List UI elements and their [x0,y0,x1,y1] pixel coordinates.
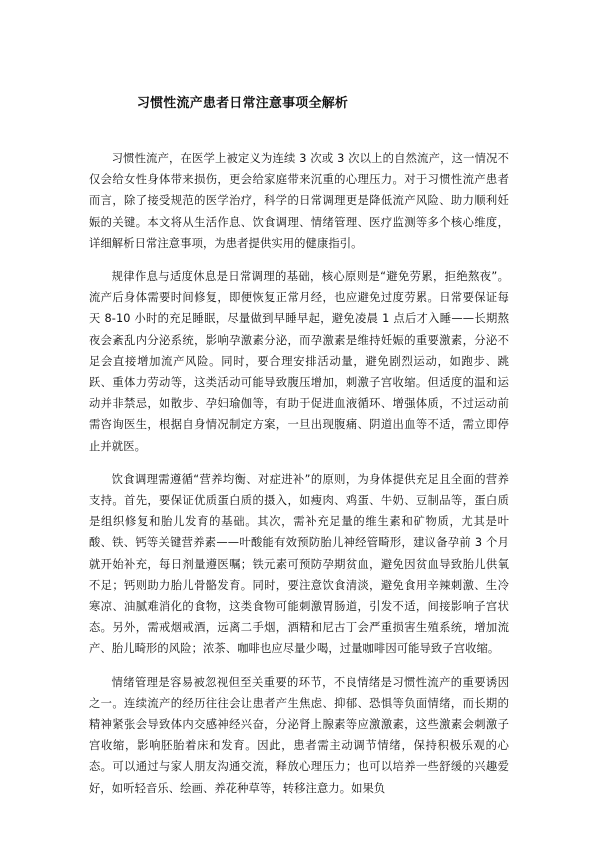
intro-paragraph: 习惯性流产，在医学上被定义为连续 3 次或 3 次以上的自然流产，这一情况不仅会给女性身体带来损伤，更会给家庭带来沉重的心理压力。对于习惯性流产患者而言，除了接受规范的医学治疗，科学的日常调理更是降低流产风险、助力顺利妊娠的关键。本文将从生活作息、饮食调理、情绪管理、医疗监测等多个核心维度，详细解析日常注意事项，为患者提供实用的健康指引。 [89,152,509,250]
document-body [89,148,509,811]
rest-paragraph: 规律作息与适度休息是日常调理的基础，核心原则是“避免劳累，拒绝熬夜”。流产后身体需要时间修复，即便恢复正常月经，也应避免过度劳累。日常要保证每天 8-10 小时的充足睡眠，尽量做到早睡早起，避免凌晨 1 点后才入睡——长期熬夜会紊乱内分泌系统，影响孕激素分泌，而孕激素是维持妊娠的重要激素，分泌不足会直接增加流产风险。同时，要合理安排活动量，避免剧烈运动，如跑步、跳跃、重体力劳动等，这类活动可能导致腹压增加，刺激子宫收缩。但适度的温和运动并非禁忌，如散步、孕妇瑜伽等，有助于促进血液循环、增强体质，不过运动前需咨询医生，根据自身情况制定方案，一旦出现腹痛、阴道出血等不适，需立即停止并就医。 [89,270,509,453]
emotion-paragraph: 情绪管理是容易被忽视但至关重要的环节，不良情绪是习惯性流产的重要诱因之一。连续流产的经历往往会让患者产生焦虑、抑郁、恐惧等负面情绪，而长期的精神紧张会导致体内交感神经兴奋，分泌肾上腺素等应激激素，这些激素会刺激子宫收缩，影响胚胎着床和发育。因此，患者需主动调节情绪，保持积极乐观的心态。可以通过与家人朋友沟通交流，释放心理压力；也可以培养一些舒缓的兴趣爱好，如听轻音乐、绘画、养花种草等，转移注意力。如果负 [89,675,509,795]
document-title: 习惯性流产患者日常注意事项全解析 [136,96,349,111]
diet-paragraph: 饮食调理需遵循“营养均衡、对症进补”的原则，为身体提供充足且全面的营养支持。首先，要保证优质蛋白质的摄入，如瘦肉、鸡蛋、牛奶、豆制品等，蛋白质是组织修复和胎儿发育的基础。其次，需补充足量的维生素和矿物质，尤其是叶酸、铁、钙等关键营养素——叶酸能有效预防胎儿神经管畸形，建议备孕前 3 个月就开始补充，每日剂量遵医嘱；铁元素可预防孕期贫血，避免因贫血导致胎儿供氧不足；钙则助力胎儿骨骼发育。同时，要注意饮食清淡，避免食用辛辣刺激、生冷寒凉、油腻难消化的食物，这类食物可能刺激胃肠道，引发不适，间接影响子宫状态。另外，需戒烟戒酒，远离二手烟，酒精和尼古丁会严重损害生殖系统，增加流产、胎儿畸形的风险；浓茶、咖啡也应尽量少喝，过量咖啡因可能导致子宫收缩。 [89,472,509,656]
